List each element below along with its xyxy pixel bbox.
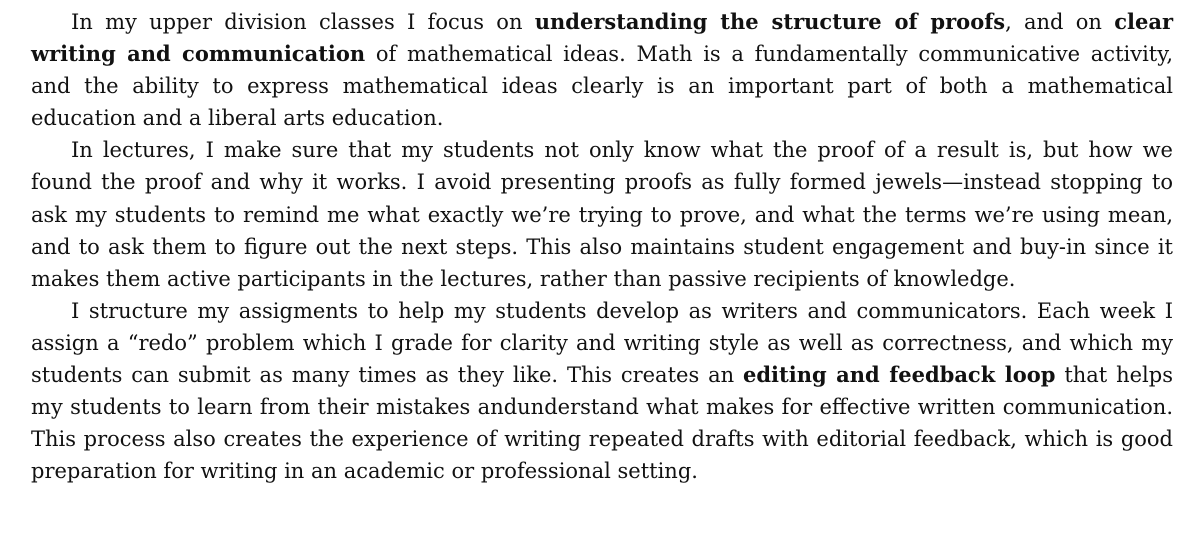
bold-phrase-structure-of-proofs: understanding the structure of proofs (534, 9, 1006, 34)
bold-phrase-clear-writing: clear writing and communication (31, 9, 1174, 67)
paragraph-assignments (31, 295, 1173, 488)
text-segment: I structure my assigments to help my students develop as writers and communicators. Each week I assign a “redo” problem which I grade for clarity and writing style as well as correctness, and which my students can submit as many times as they like. This creates an (31, 298, 1173, 388)
text-segment: In lectures, I make sure that my students not only know what the proof of a result is, but how we found the proof and why it works. I avoid presenting proofs as fully formed jewels—instead stopping to ask my students to remind me what exactly we’re trying to prove, and what the terms we’re using mean, and to ask them to figure out the next steps. This also maintains student engagement and buy-in since it makes them active participants in the lectures, rather than passive recipients of knowledge. (31, 138, 1173, 291)
text-segment: In my upper division classes I focus on (71, 10, 535, 34)
text-segment: , and on (1005, 10, 1115, 34)
text-segment: that helps my students to learn from their mistakes andunderstand what makes for effective written communication. This process also creates the experience of writing repeated drafts with editorial feedback, which is good preparation for writing in an academic or professional setting. (31, 363, 1173, 484)
paragraph-teaching-focus (31, 6, 1173, 134)
paragraph-lectures (31, 134, 1173, 294)
bold-phrase-editing-feedback-loop: editing and feedback loop (743, 362, 1056, 388)
text-segment: of mathematical ideas. Math is a fundamentally communicative activity, and the ability to express mathematical ideas clearly is an important part of both a mathematical education and a liberal arts education. (31, 42, 1173, 131)
